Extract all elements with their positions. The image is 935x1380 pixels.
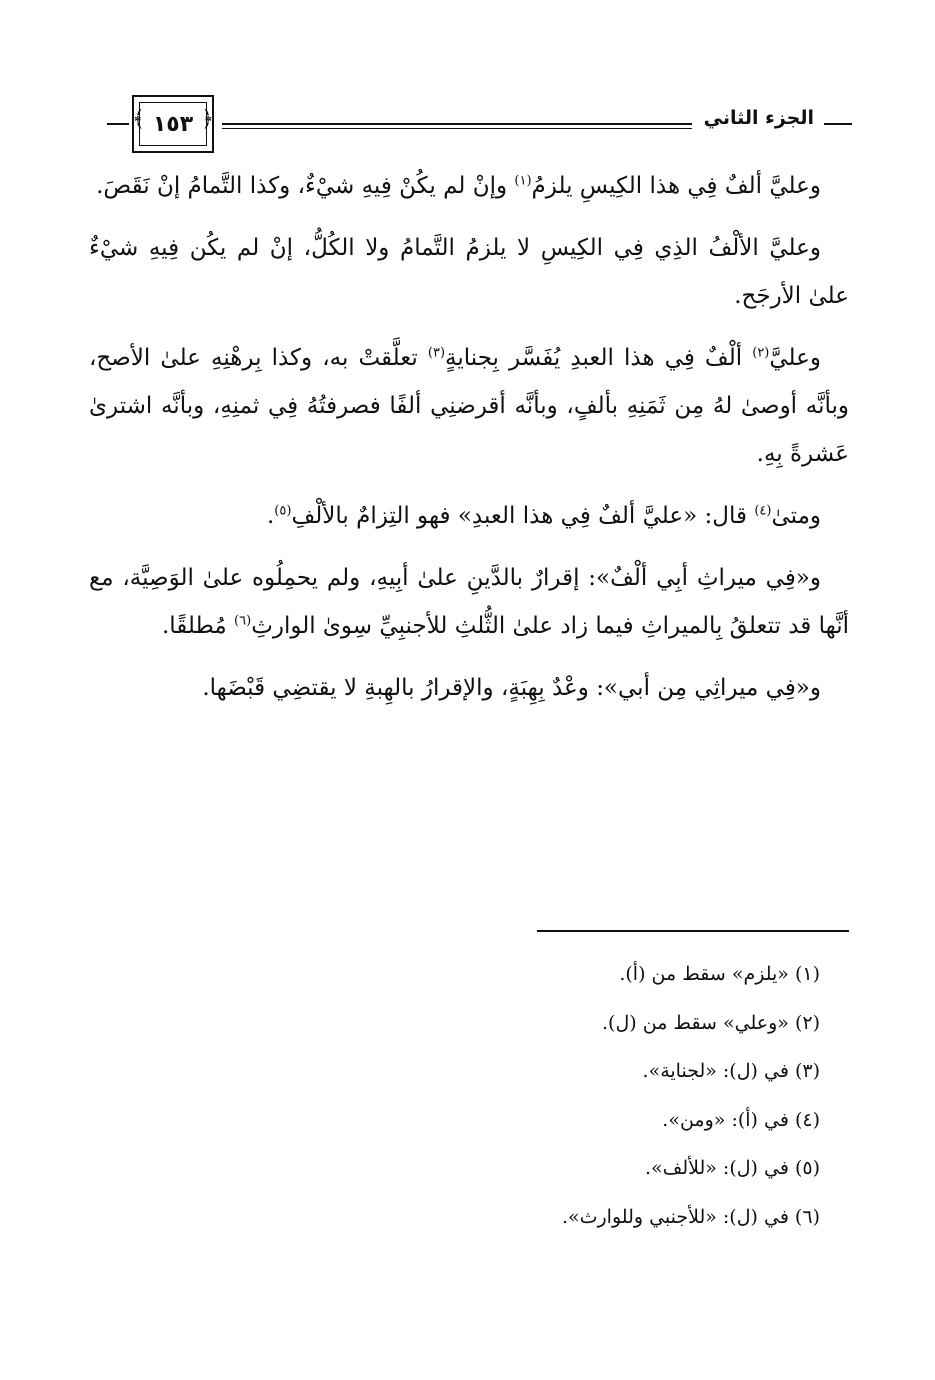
text-run: مُطلقًا. — [161, 613, 235, 639]
footnote: (١) «يلزم» سقط من (أ). — [619, 963, 820, 985]
text-run: و«فِي ميراثِ أبِي ألْفٌ»: إقرارٌ بالدَّينِ علىٰ أبِيهِ، ولم يحمِلُوه علىٰ الوَصِيَّة، مع أنَّها قد تتعلقُ بِالميراثِ فيما زاد علىٰ الثُّلثِ للأجنبِيِّ سِوىٰ الوارثِ — [89, 565, 849, 639]
text-run: ومتىٰ — [771, 503, 821, 529]
header-rule — [222, 123, 692, 125]
text-run: ألْفٌ فِي هذا العبدِ يُفَسَّر بِجنايةٍ — [445, 345, 753, 371]
footnote-marker: (٥) — [274, 503, 292, 519]
paragraph — [89, 492, 849, 540]
footnote: (٢) «وعلي» سقط من (ل). — [602, 1011, 820, 1034]
text-run: وعليَّ الألْفُ الذِي فِي الكِيسِ لا يلزمُ التَّمامُ ولا الكُلُّ، إنْ لم يكُن فِيهِ شيْءٌ علىٰ الأرجَح. — [89, 235, 849, 309]
text-run: وإنْ لم يكُنْ فِيهِ شيْءٌ، وكذا التَّمامُ إنْ نَقَصَ. — [96, 173, 515, 199]
text-run: . — [266, 503, 275, 529]
paragraph — [89, 334, 849, 478]
header-rule-right — [824, 123, 852, 125]
header-rule-thin — [222, 128, 692, 129]
footnote-marker: (٤) — [754, 503, 772, 519]
footnotes — [120, 950, 820, 1241]
text-run: وعليَّ — [769, 345, 821, 371]
frame-ornament-icon: ﴿ — [201, 107, 214, 132]
text-run: قال: «عليَّ ألفٌ فِي هذا العبدِ» فهو التِزامٌ بالألْفِ — [291, 503, 755, 529]
paragraph — [89, 162, 849, 210]
text-run: وعليَّ ألفٌ فِي هذا الكِيسِ يلزمُ — [531, 173, 821, 199]
main-text — [89, 162, 849, 726]
paragraph — [89, 554, 849, 650]
header-rule-left — [107, 123, 129, 125]
page-number-inner-frame — [139, 102, 207, 146]
frame-ornament-icon: ﴾ — [132, 107, 145, 132]
footnote-marker: (٢) — [752, 345, 770, 361]
footnote: (٥) في (ل): «للألف». — [645, 1157, 820, 1179]
footnote: (٤) في (أ): «ومن». — [662, 1108, 820, 1131]
footnote-marker: (١) — [514, 173, 532, 189]
footnote: (٣) في (ل): «لجناية». — [642, 1060, 820, 1082]
page-number: ١٥٣ — [152, 111, 194, 137]
footnote-marker: (٦) — [234, 613, 252, 629]
paragraph — [89, 664, 849, 712]
footnote-separator — [537, 930, 849, 932]
page-number-frame — [132, 95, 214, 153]
footnote-marker: (٣) — [427, 345, 446, 361]
paragraph — [89, 224, 849, 320]
page-header — [107, 95, 852, 157]
running-title: الجزء الثاني — [703, 107, 814, 129]
footnote: (٦) في (ل): «للأجنبي وللوارث». — [561, 1205, 820, 1228]
text-run: و«فِي ميراثِي مِن أبي»: وعْدٌ بِهِبَةٍ، والإقرارُ بالهِبةِ لا يقتضِي قَبْضَها. — [202, 675, 821, 701]
text-run: تعلَّقتْ به، وكذا بِرهْنِهِ علىٰ الأصح، وبأنَّه أوصىٰ لهُ مِن ثَمَنِهِ بألفٍ، وبأنَّه أقرضنِي ألفًا فصرفتُهُ فِي ثمنِهِ، وبأنَّه اشترىٰ عَشرةً بِهِ. — [89, 345, 849, 467]
